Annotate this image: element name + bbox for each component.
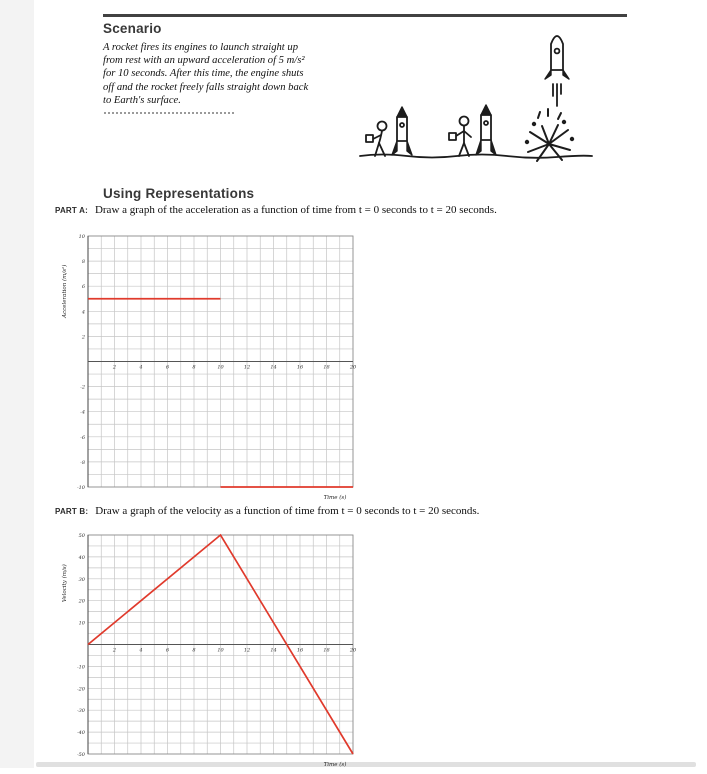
scenario-line: from rest with an upward acceleration of 5 m/s²	[103, 55, 305, 67]
svg-text:20: 20	[349, 647, 357, 654]
svg-text:12: 12	[243, 647, 251, 654]
part-a-instruction: Draw a graph of the acceleration as a function of time from t = 0 seconds to t = 20 seconds.	[94, 204, 497, 216]
svg-text:10: 10	[78, 234, 85, 240]
part-b-label: PART B:	[55, 507, 89, 516]
scenario-line: to Earth's surface.	[103, 94, 181, 106]
svg-text:50: 50	[78, 533, 85, 539]
explosion-icon	[526, 109, 573, 161]
svg-text:14: 14	[270, 647, 277, 654]
page-left-margin	[0, 0, 34, 768]
svg-text:18: 18	[323, 364, 330, 371]
svg-text:40: 40	[78, 554, 85, 561]
svg-text:16: 16	[296, 647, 304, 654]
person-crouching	[366, 122, 387, 157]
svg-text:Velocity (m/s): Velocity (m/s)	[62, 564, 68, 603]
svg-text:Acceleration (m/s²): Acceleration (m/s²)	[62, 264, 68, 318]
part-b-instruction: Draw a graph of the velocity as a function of time from t = 0 seconds to t = 20 seconds.	[95, 505, 480, 517]
svg-text:4: 4	[81, 309, 85, 316]
svg-text:-4: -4	[80, 409, 85, 416]
svg-text:8: 8	[81, 259, 85, 266]
scenario-line: for 10 seconds. After this time, the engine shuts	[103, 68, 304, 80]
scenario-line: A rocket fires its engines to launch straight up	[103, 42, 298, 53]
svg-text:-50: -50	[76, 752, 85, 758]
svg-text:-10: -10	[76, 664, 85, 671]
svg-text:-30: -30	[76, 708, 85, 715]
svg-text:2: 2	[112, 364, 117, 371]
svg-text:6: 6	[165, 364, 170, 371]
svg-text:-8: -8	[80, 459, 85, 466]
using-representations-heading: Using Representations	[103, 186, 255, 201]
svg-text:4: 4	[139, 364, 143, 371]
svg-text:8: 8	[192, 647, 196, 654]
velocity-time-graph	[58, 529, 358, 774]
rocket-on-pad-icon	[392, 107, 412, 155]
svg-text:2: 2	[81, 334, 85, 341]
svg-text:Time (s): Time (s)	[323, 495, 347, 501]
svg-text:18: 18	[323, 647, 330, 654]
svg-text:2: 2	[112, 647, 117, 654]
part-a-label: PART A:	[55, 206, 88, 215]
svg-text:30: 30	[78, 576, 85, 583]
svg-text:8: 8	[192, 364, 196, 371]
svg-text:16: 16	[296, 364, 304, 371]
scenario-line: off and the rocket freely falls straight down back	[103, 81, 309, 93]
part-b-row	[55, 505, 479, 517]
scenario-paragraph	[103, 41, 383, 107]
scenario-heading: Scenario	[103, 21, 162, 36]
svg-text:-10: -10	[76, 485, 85, 491]
person-standing	[449, 117, 471, 157]
svg-text:14: 14	[270, 364, 277, 371]
svg-text:20: 20	[78, 598, 85, 605]
acceleration-time-graph	[58, 230, 358, 507]
rocket-on-pad-icon	[476, 105, 496, 155]
svg-text:-2: -2	[80, 384, 85, 391]
svg-text:10: 10	[217, 647, 224, 654]
part-a-row	[55, 204, 497, 216]
svg-text:-20: -20	[76, 686, 85, 693]
svg-text:-40: -40	[76, 730, 85, 737]
svg-text:20: 20	[349, 364, 357, 371]
section-divider-rule	[103, 14, 627, 17]
svg-text:Time (s): Time (s)	[323, 762, 347, 768]
svg-text:10: 10	[217, 364, 224, 371]
svg-text:12: 12	[243, 364, 251, 371]
svg-text:6: 6	[165, 647, 170, 654]
svg-text:10: 10	[78, 620, 85, 627]
svg-text:6: 6	[81, 284, 85, 291]
svg-text:-6: -6	[80, 434, 85, 441]
rocket-launch-illustration	[352, 24, 627, 172]
dotted-rule	[104, 112, 234, 114]
flying-rocket-icon	[545, 36, 569, 106]
svg-text:4: 4	[139, 647, 143, 654]
